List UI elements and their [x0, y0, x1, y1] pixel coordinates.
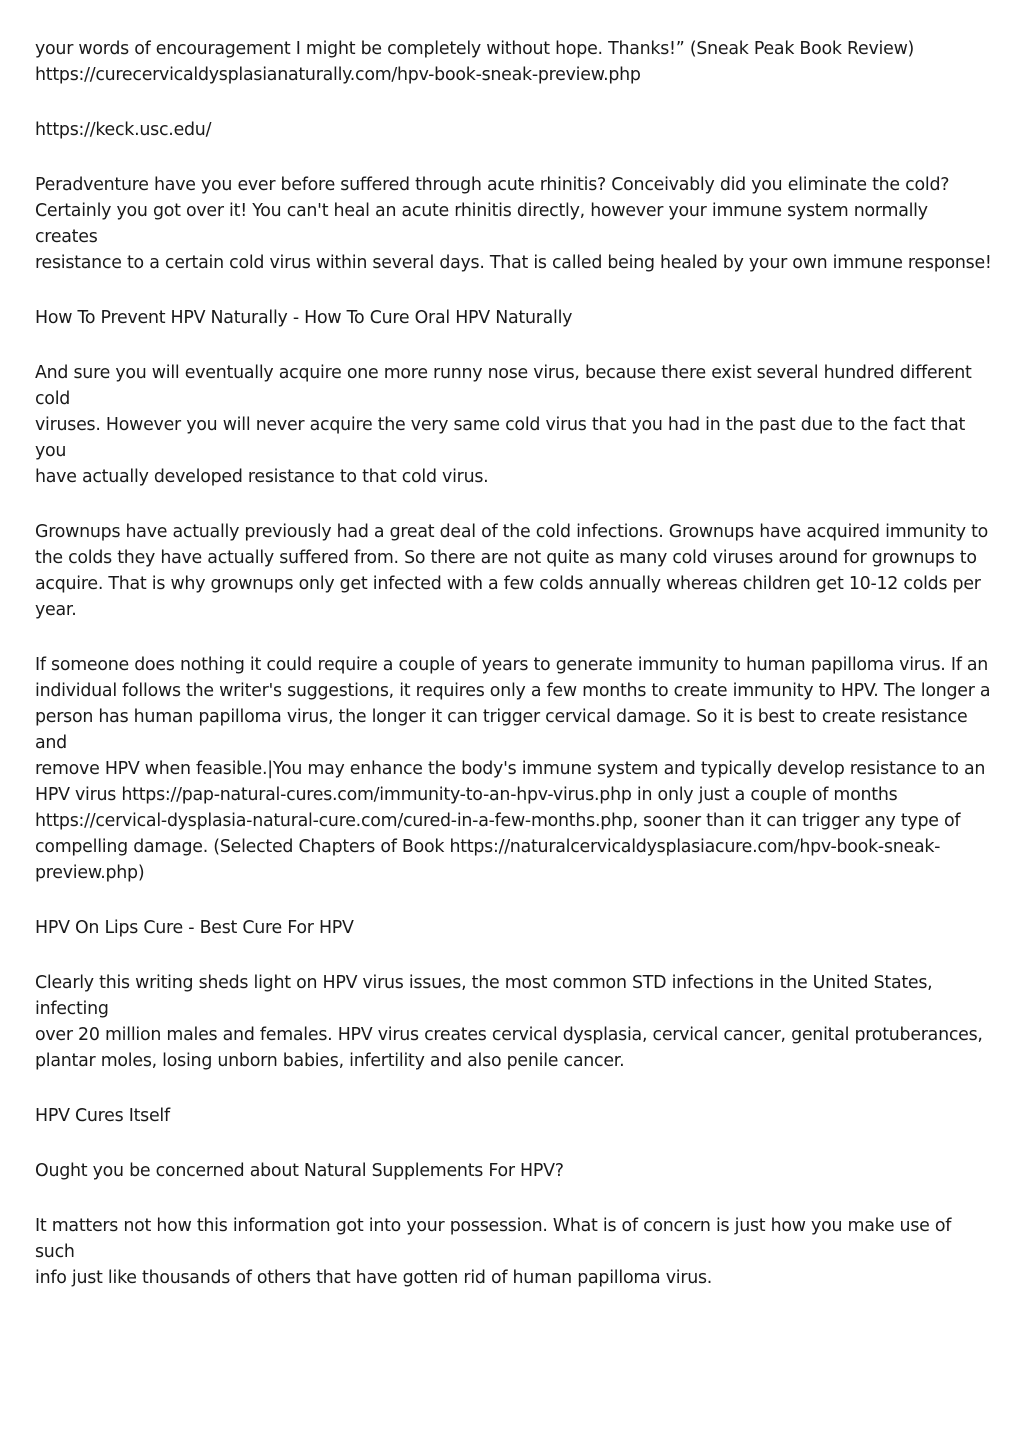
- text-line: HPV On Lips Cure - Best Cure For HPV: [35, 918, 354, 938]
- text-line: Clearly this writing sheds light on HPV virus issues, the most common STD infections in the United States, infecting: [35, 973, 933, 1019]
- paragraph: [35, 519, 995, 623]
- text-line: https://curecervicaldysplasianaturally.com/hpv-book-sneak-preview.php: [35, 65, 641, 85]
- text-line: your words of encouragement I might be completely without hope. Thanks!” (Sneak Peak Book Review): [35, 39, 915, 59]
- text-line: viruses. However you will never acquire the very same cold virus that you had in the past due to the fact that you: [35, 415, 966, 461]
- text-line: And sure you will eventually acquire one more runny nose virus, because there exist several hundred different cold: [35, 363, 972, 409]
- text-line: Grownups have actually previously had a great deal of the cold infections. Grownups have acquired immunity to: [35, 522, 989, 542]
- paragraph: [35, 172, 995, 276]
- text-line: How To Prevent HPV Naturally - How To Cure Oral HPV Naturally: [35, 308, 573, 328]
- text-line: compelling damage. (Selected Chapters of Book https://naturalcervicaldysplasiacure.com/hpv-book-sneak-: [35, 837, 941, 857]
- text-line: person has human papilloma virus, the longer it can trigger cervical damage. So it is best to create resistance and: [35, 707, 968, 753]
- section-heading: [35, 915, 995, 941]
- text-line: https://cervical-dysplasia-natural-cure.com/cured-in-a-few-months.php, sooner than it can trigger any type of: [35, 811, 961, 831]
- text-line: HPV Cures Itself: [35, 1106, 170, 1126]
- paragraph: [35, 652, 995, 886]
- paragraph: [35, 1158, 995, 1184]
- section-heading: [35, 1103, 995, 1129]
- text-line: It matters not how this information got into your possession. What is of concern is just how you make use of such: [35, 1216, 952, 1262]
- text-line: Certainly you got over it! You can't heal an acute rhinitis directly, however your immune system normally creates: [35, 201, 928, 247]
- section-heading: [35, 305, 995, 331]
- text-line: remove HPV when feasible.|You may enhance the body's immune system and typically develop resistance to an: [35, 759, 986, 779]
- paragraph: [35, 117, 995, 143]
- text-line: If someone does nothing it could require a couple of years to generate immunity to human papilloma virus. If an: [35, 655, 989, 675]
- text-line: resistance to a certain cold virus within several days. That is called being healed by your own immune response!: [35, 253, 992, 273]
- paragraph: [35, 360, 995, 490]
- text-line: individual follows the writer's suggestions, it requires only a few months to create immunity to HPV. The longer a: [35, 681, 991, 701]
- text-line: Ought you be concerned about Natural Supplements For HPV?: [35, 1161, 564, 1181]
- text-line: info just like thousands of others that have gotten rid of human papilloma virus.: [35, 1268, 713, 1288]
- paragraph: [35, 1213, 995, 1291]
- document-page: [35, 36, 995, 1320]
- text-line: the colds they have actually suffered from. So there are not quite as many cold viruses around for grownups to: [35, 548, 977, 568]
- text-line: acquire. That is why grownups only get infected with a few colds annually whereas children get 10-12 colds per: [35, 574, 981, 594]
- text-line: HPV virus https://pap-natural-cures.com/immunity-to-an-hpv-virus.php in only just a couple of months: [35, 785, 898, 805]
- text-line: have actually developed resistance to that cold virus.: [35, 467, 489, 487]
- text-line: Peradventure have you ever before suffered through acute rhinitis? Conceivably did you eliminate the cold?: [35, 175, 950, 195]
- paragraph: [35, 970, 995, 1074]
- text-line: https://keck.usc.edu/: [35, 120, 212, 140]
- text-line: over 20 million males and females. HPV virus creates cervical dysplasia, cervical cancer, genital protuberances,: [35, 1025, 983, 1045]
- text-line: year.: [35, 600, 77, 620]
- text-line: plantar moles, losing unborn babies, infertility and also penile cancer.: [35, 1051, 625, 1071]
- paragraph: [35, 36, 995, 88]
- text-line: preview.php): [35, 863, 145, 883]
